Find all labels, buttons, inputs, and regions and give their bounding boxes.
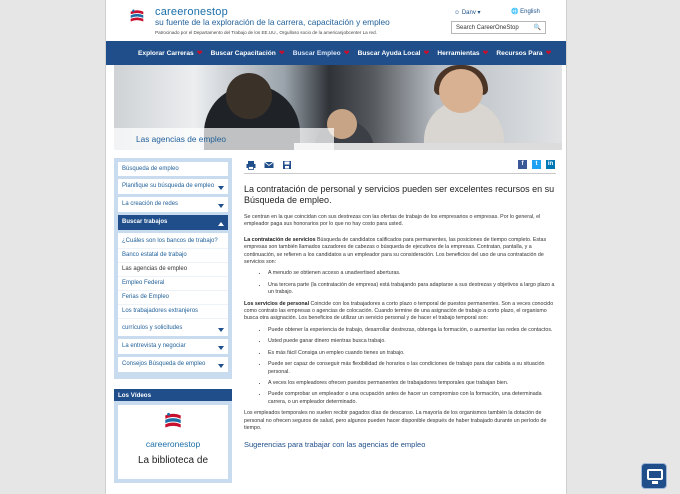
nav-explorar-carreras[interactable]	[138, 49, 203, 57]
main-nav	[106, 41, 566, 65]
language-label: English	[520, 9, 540, 15]
chat-widget-button[interactable]	[641, 463, 667, 489]
flag-logo-icon[interactable]	[128, 8, 146, 26]
heart-icon: ❤	[482, 50, 489, 57]
sidebar-subitem[interactable]: Empleo Federal	[118, 277, 228, 291]
chevron-down-icon	[218, 204, 224, 208]
linkedin-icon[interactable]: in	[547, 161, 554, 167]
chevron-up-icon	[218, 222, 224, 226]
sidebar	[114, 158, 232, 483]
sidebar-subitem[interactable]: Los trabajadores extranjeros	[118, 305, 228, 319]
nav-label: Buscar Ayuda Local	[357, 49, 421, 57]
staff-benefits-list	[244, 327, 556, 406]
video-brand: careeronestop	[145, 439, 201, 449]
monitor-stand	[652, 481, 658, 484]
chevron-down-icon	[218, 186, 224, 190]
list-item: • A veces los empleadores ofrecen puestos permanentes de trabajadores temporales que trabajan bien.	[268, 380, 556, 387]
list-item: • A menudo se obtienen acceso a unadvertised aberturas.	[268, 270, 556, 277]
list-item: • Puede comprobar un empleador o una ocupación antes de hacer un compromiso con la formación, una determinada carrera, o un empleador determinado.	[268, 391, 556, 406]
sidebar-item-label: Búsqueda de empleo	[122, 166, 179, 172]
hero-person-head	[439, 69, 483, 113]
sidebar-item-entrevista[interactable]	[118, 339, 228, 357]
sidebar-item-label: Planifique su búsqueda de empleo	[122, 183, 215, 189]
search-input[interactable]	[451, 21, 546, 34]
list-item: • Puede obtener la experiencia de trabajo, desarrollar destrezas, obtenga la formación, o aumentar las redes de contactos.	[268, 327, 556, 334]
nav-label: Herramientas	[437, 49, 480, 57]
sidebar-item-consejos[interactable]	[118, 357, 228, 375]
sidebar-subitem[interactable]: Ferias de Empleo	[118, 291, 228, 305]
save-icon[interactable]	[282, 160, 292, 170]
search-placeholder: Search CareerOneStop	[456, 24, 519, 31]
twitter-icon[interactable]: t	[532, 160, 541, 169]
nav-label: Buscar Capacitación	[210, 49, 276, 57]
staff-paragraph	[244, 301, 556, 323]
hero-desk	[294, 143, 562, 150]
monitor-icon	[647, 469, 663, 480]
facebook-icon[interactable]: f	[518, 160, 527, 169]
sidebar-subitem[interactable]: ¿Cuáles son los bancos de trabajo?	[118, 235, 228, 249]
staffing-label: La contratación de servicios	[244, 236, 316, 243]
page	[106, 0, 566, 494]
flag-logo-icon	[162, 411, 184, 433]
article-intro: Se centran en la que coincidan con sus destrezas con las ofertas de trabajo de los empresarios o empresas. Por lo general, el empleador paga sus honorarios por lo que no hay costo para usted.	[244, 214, 541, 228]
tagline: su fuente de la exploración de la carrera, capacitación y empleo	[155, 17, 390, 27]
section-subheading: Sugerencias para trabajar con las agencias de empleo	[244, 440, 426, 450]
print-icon[interactable]	[246, 160, 256, 170]
sidebar-item-busqueda[interactable]	[118, 162, 228, 179]
chevron-down-icon	[218, 364, 224, 368]
chevron-down-icon	[218, 346, 224, 350]
heart-icon: ❤	[278, 50, 285, 57]
user-menu[interactable]	[454, 9, 481, 16]
nav-buscar-ayuda-local[interactable]	[358, 49, 430, 57]
email-icon[interactable]	[264, 160, 274, 170]
article-headline: La contratación de personal y servicios pueden ser excelentes recursos en su Búsqueda de empleo.	[244, 184, 555, 205]
staffing-benefits-list	[244, 270, 556, 296]
nav-label: Buscar Empleo	[292, 49, 341, 57]
sidebar-item-label: currículos y solicitudes	[122, 325, 183, 331]
page-title: Las agencias de empleo	[114, 128, 334, 150]
sidebar-item-redes[interactable]	[118, 197, 228, 215]
brand-name[interactable]: careeronestop	[155, 6, 228, 18]
sidebar-item-label: Buscar trabajos	[122, 219, 168, 225]
closing-paragraph: Los empleados temporales no suelen recibir pagados días de descanso. La mayoría de los organismos también la dotación de personal no ofrecen seguros de salud, pero algunos pueden hacer disponible después de haber trabajado durante un período de tiempo.	[244, 410, 547, 431]
nav-buscar-empleo[interactable]	[293, 49, 350, 57]
chevron-down-icon	[218, 328, 224, 332]
list-item: • Puede ser capaz de conseguir más flexibilidad de horarios o las condiciones de trabajo para dar cabida a su situación personal.	[268, 361, 556, 376]
heart-icon: ❤	[343, 50, 350, 57]
videos-header: Los Vídeos	[114, 389, 232, 401]
site-header	[106, 0, 566, 40]
heart-icon: ❤	[423, 50, 430, 57]
heart-icon: ❤	[545, 50, 552, 57]
sidebar-item-buscar-trabajos[interactable]	[118, 215, 228, 233]
sidebar-sublist	[118, 233, 228, 321]
sidebar-item-label: Consejos Búsqueda de empleo	[122, 361, 206, 367]
list-item: • Es más fácil Consiga un empleo cuando tienes un trabajo.	[268, 350, 556, 357]
sidebar-item-curriculos[interactable]	[118, 321, 228, 339]
language-switch[interactable]	[511, 8, 540, 15]
nav-buscar-capacitacion[interactable]	[211, 49, 285, 57]
heart-icon: ❤	[196, 50, 203, 57]
sidebar-item-label: La entrevista y negociar	[122, 343, 186, 349]
nav-label: Explorar Carreras	[138, 49, 194, 57]
staff-label: Los servicios de personal	[244, 300, 310, 307]
video-card[interactable]	[114, 401, 232, 483]
list-item: • Una tercera parte (la contratación de empresa) está trabajando para adaptarse a sus destrezas y objetivos a largo plazo a un trabajo.	[268, 282, 556, 297]
nav-recursos-para[interactable]	[496, 49, 551, 57]
user-label: Danv	[461, 10, 476, 16]
staff-text: Coincide con los trabajadores a corto plazo o temporal de puestos permanentes. Son a veces conocido como contrato las empresas o agencias de colocación. Cuando termine de una asignación de trabajo a corto plazo, el organismo busca otra asignación. Los beneficios de utilizar un servicio personal y de hacer el trabajo temporal son:	[244, 300, 554, 322]
staffing-text: Búsqueda de candidatos calificados para permanentes, las posiciones de tiempo completo. Estas empresas son también llamados cazadores de cabezas o búsqueda de ejecutivos de la empresas. Contratan, pantalla, y a continuación, se refieren a los candidatos a un empleador para su consideración. Los beneficios del uso de una contratación de servicios son:	[244, 236, 547, 266]
nav-label: Recursos Para	[496, 49, 543, 57]
page-right-edge	[566, 0, 567, 494]
user-icon: ☺	[454, 10, 461, 16]
staffing-paragraph	[244, 237, 556, 267]
nav-herramientas[interactable]	[437, 49, 488, 57]
sponsor-text: Patrocinado por el Departamento del Trabajo de los EE.UU., Orgulloso socio de la americanjobcenter La red.	[155, 30, 377, 35]
hero-person-head	[226, 73, 272, 119]
sidebar-subitem[interactable]: Banco estatal de trabajo	[118, 249, 228, 263]
list-item: • Usted puede ganar dinero mientras busca trabajo.	[268, 338, 556, 345]
page-toolbar	[244, 158, 556, 174]
search-icon[interactable]: 🔍	[533, 25, 541, 31]
globe-icon: 🌐	[511, 9, 519, 15]
main-content	[244, 158, 556, 449]
sidebar-item-planifique[interactable]	[118, 179, 228, 197]
video-title: La biblioteca de	[137, 455, 209, 466]
sidebar-item-label: La creación de redes	[122, 201, 179, 207]
chevron-down-icon: ▾	[477, 10, 481, 16]
sidebar-menu	[114, 158, 232, 379]
sidebar-subitem-current[interactable]: Las agencias de empleo	[118, 263, 228, 277]
